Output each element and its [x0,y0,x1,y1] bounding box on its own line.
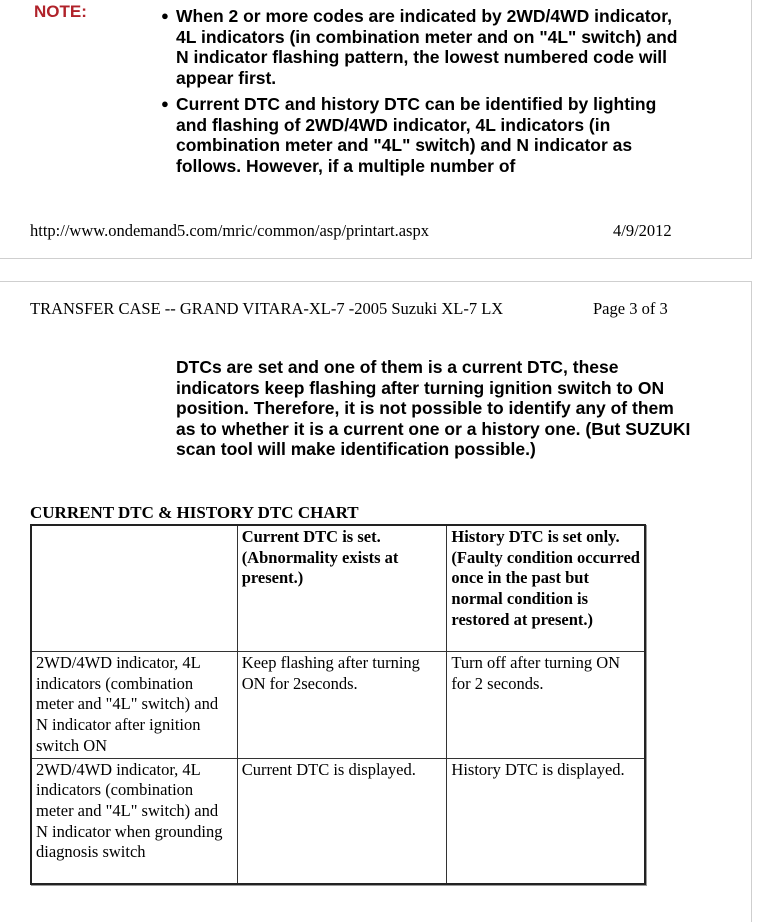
note-item [158,6,688,88]
table-cell-condition: 2WD/4WD indicator, 4L indicators (combination meter and "4L" switch) and N indicator after ignition switch ON [31,652,237,759]
table-header-history-dtc: History DTC is set only. (Faulty condition occurred once in the past but normal condition is restored at present.) [447,525,645,652]
bullet-icon: ● [161,96,169,111]
table-cell-history: Turn off after turning ON for 2 seconds. [447,652,645,759]
note-item-text: Current DTC and history DTC can be identified by lighting and flashing of 2WD/4WD indicator, 4L indicators (in combination meter and "4L" switch) and N indicator as follows. However, if a multiple number of [176,94,657,176]
table-cell-current: Keep flashing after turning ON for 2seconds. [237,652,447,759]
page-indicator: Page 3 of 3 [593,299,668,318]
table-cell-condition: 2WD/4WD indicator, 4L indicators (combination meter and "4L" switch) and N indicator when grounding diagnosis switch [31,758,237,884]
footer-url: http://www.ondemand5.com/mric/common/asp/printart.aspx [30,221,429,240]
table-row [31,758,645,884]
printout-page-2-end [0,0,752,259]
note-item-text: When 2 or more codes are indicated by 2WD/4WD indicator, 4L indicators (in combination meter and on "4L" switch) and N indicator flashing pattern, the lowest numbered code will appear first. [176,6,678,88]
table-header-cell-empty [31,525,237,652]
note-item [158,94,688,176]
note-list [158,6,688,182]
dtc-chart-table [30,524,646,885]
table-header-current-dtc: Current DTC is set. (Abnormality exists at present.) [237,525,447,652]
table-cell-current: Current DTC is displayed. [237,758,447,884]
table-row [31,652,645,759]
continued-note-text: DTCs are set and one of them is a current DTC, these indicators keep flashing after turning ignition switch to ON position. Therefore, it is not possible to identify any of them as to whether it is a current one or a history one. (But SUZUKI scan tool will make identification possible.) [176,357,691,460]
table-cell-history: History DTC is displayed. [447,758,645,884]
printout-page-3 [0,281,752,922]
bullet-icon: ● [161,8,169,23]
dtc-chart-title: CURRENT DTC & HISTORY DTC CHART [30,503,359,522]
page-header-title: TRANSFER CASE -- GRAND VITARA-XL-7 -2005 Suzuki XL-7 LX [30,299,504,318]
table-header-row [31,525,645,652]
note-label: NOTE: [34,2,87,21]
footer-date: 4/9/2012 [613,221,672,240]
